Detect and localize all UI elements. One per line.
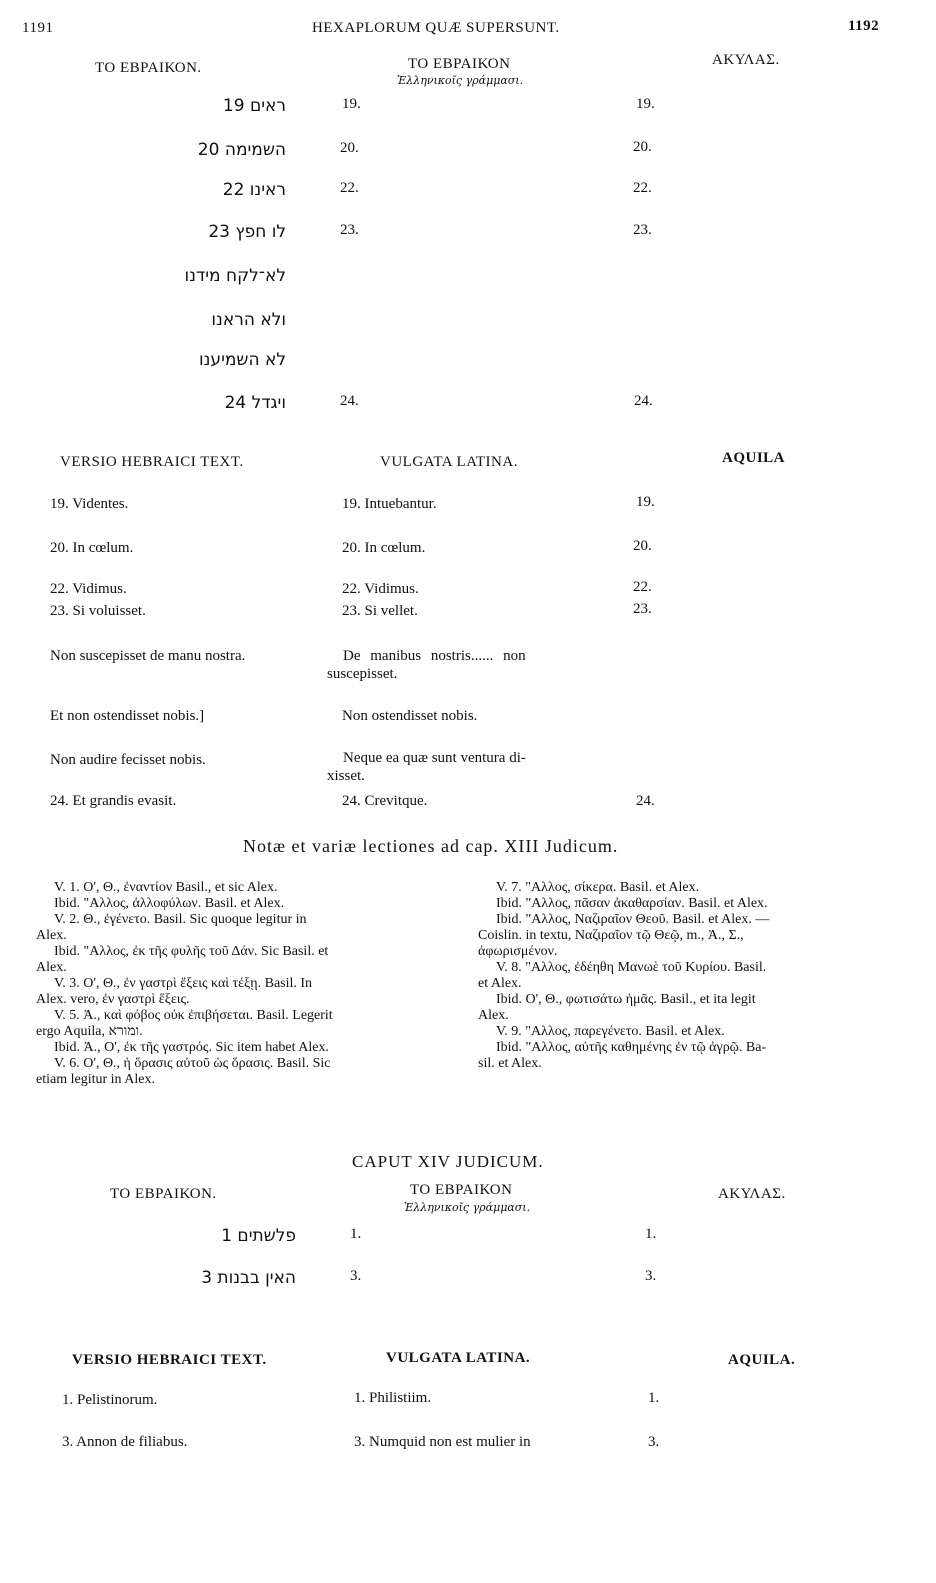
versio-line: Et non ostendisset nobis.] (50, 708, 205, 724)
vulgata-line: xisset. (327, 768, 365, 784)
hebrew-line: פלשתים 1 (221, 1226, 296, 1246)
page-number-right: 1192 (848, 18, 880, 34)
hebrew-line: האין בבנות 3 (201, 1268, 296, 1288)
verse-number: 23. (340, 222, 359, 238)
hebrew-line: ראינו 22 (222, 180, 286, 200)
note-line: etiam legitur in Alex. (36, 1072, 155, 1087)
versio-line: Non audire fecisset nobis. (50, 752, 206, 768)
note-line: Ibid. Ἀ., Ο', ἐκ τῆς γαστρός. Sic item habet Alex. (54, 1040, 329, 1055)
col-head-versio: VERSIO HEBRAICI TEXT. (60, 454, 244, 470)
note-line: Ibid. "Αλλος, πᾶσαν ἀκαθαρσίαν. Basil. et Alex. (496, 896, 768, 911)
versio-line: 23. Si voluisset. (50, 603, 146, 619)
vulgata-line: 23. Si vellet. (342, 603, 418, 619)
versio-line: 24. Et grandis evasit. (50, 793, 177, 809)
note-line: et Alex. (478, 976, 522, 991)
note-line: V. 8. "Αλλος, ἐδέηθη Μανωὲ τοῦ Κυρίου. Basil. (496, 960, 767, 975)
col-head-hebrew: ΤΟ ΕΒΡΑΙΚΟΝ. (95, 60, 202, 76)
verse-number: 19. (636, 494, 655, 510)
note-line: Ibid. "Αλλος, ἐκ τῆς φυλῆς τοῦ Δάν. Sic Basil. et (54, 944, 329, 959)
versio-line: 1. Pelistinorum. (62, 1392, 158, 1408)
verse-number: 20. (340, 140, 359, 156)
col-head-aquila-latin: AQUILA (722, 450, 786, 466)
note-line: V. 2. Θ., ἐγένετο. Basil. Sic quoque legitur in (54, 912, 307, 927)
col-head-hebrew: ΤΟ ΕΒΡΑΙΚΟΝ. (110, 1186, 217, 1202)
chapter-title: CAPUT XIV JUDICUM. (352, 1152, 544, 1171)
running-title: HEXAPLORUM QUÆ SUPERSUNT. (312, 20, 560, 36)
versio-line: 22. Vidimus. (50, 581, 127, 597)
note-line: Alex. (36, 960, 67, 975)
hebrew-line: השמימה 20 (197, 140, 286, 160)
vulgata-line: 3. Numquid non est mulier in (354, 1434, 531, 1450)
note-line: Ibid. "Αλλος, ἀλλοφύλων. Basil. et Alex. (54, 896, 285, 911)
note-line: V. 9. "Αλλος, παρεγένετο. Basil. et Alex. (496, 1024, 725, 1039)
vulgata-line: 24. Crevitque. (342, 793, 428, 809)
note-line: Alex. (478, 1008, 509, 1023)
verse-number: 22. (633, 579, 652, 595)
note-line: V. 7. "Αλλος, σίκερα. Basil. et Alex. (496, 880, 700, 895)
note-line: ergo Aquila, ומורא. (36, 1024, 143, 1039)
note-line: ἀφωρισμένον. (478, 944, 558, 959)
note-line: V. 5. Ἀ., καὶ φόβος οὐκ ἐπιβήσεται. Basil. Legerit (54, 1008, 333, 1023)
versio-line: 19. Videntes. (50, 496, 129, 512)
hebrew-line: לא השמיענו (198, 350, 286, 370)
vulgata-line: 20. In cœlum. (342, 540, 426, 556)
note-line: Ibid. Ο', Θ., φωτισάτω ἡμᾶς. Basil., et ita legit (496, 992, 756, 1007)
verse-number: 24. (340, 393, 359, 409)
verse-number: 3. (648, 1434, 660, 1450)
note-line: V. 3. Ο', Θ., ἐν γαστρὶ ἕξεις καὶ τέξῃ. Basil. In (54, 976, 313, 991)
verse-number: 3. (350, 1268, 362, 1284)
vulgata-line: 1. Philistiim. (354, 1390, 432, 1406)
versio-line: Non suscepisset de manu nostra. (50, 648, 246, 664)
hebrew-line: לו חפץ 23 (208, 222, 286, 242)
verse-number: 22. (340, 180, 359, 196)
col-head-aquila: ΑΚΥΛΑΣ. (718, 1186, 786, 1202)
vulgata-line: Non ostendisset nobis. (342, 708, 478, 724)
note-line: V. 6. Ο', Θ., ἡ ὅρασις αὐτοῦ ὡς ὅρασις. Basil. Sic (54, 1056, 331, 1071)
col-head-greek-letters-sub: Ἑλληνικοῖς γράμμασι. (404, 1201, 531, 1214)
note-line: Ibid. "Αλλος, Ναζιραῖον Θεοῦ. Basil. et Alex. — (496, 912, 770, 927)
verse-number: 1. (648, 1390, 660, 1406)
verse-number: 22. (633, 180, 652, 196)
verse-number: 20. (633, 139, 652, 155)
hebrew-line: ראים 19 (222, 96, 286, 116)
verse-number: 19. (342, 96, 361, 112)
notes-title: Notæ et variæ lectiones ad cap. XIII Judicum. (243, 836, 619, 856)
hebrew-line: ויגדל 24 (224, 393, 286, 413)
verse-number: 24. (634, 393, 653, 409)
col-head-aquila-latin: AQUILA. (728, 1352, 796, 1368)
verse-number: 24. (636, 793, 655, 809)
verse-number: 23. (633, 601, 652, 617)
verse-number: 19. (636, 96, 655, 112)
note-line: V. 1. Ο', Θ., ἐναντίον Basil., et sic Alex. (54, 880, 278, 895)
verse-number: 1. (645, 1226, 657, 1242)
notes-left-column (36, 880, 461, 1088)
page-number-left: 1191 (22, 20, 54, 36)
note-line: Alex. (36, 928, 67, 943)
vulgata-line: De manibus nostris...... non (343, 648, 526, 664)
vulgata-line: Neque ea quæ sunt ventura di- (343, 750, 526, 766)
versio-line: 20. In cœlum. (50, 540, 134, 556)
col-head-vulgata: VULGATA LATINA. (380, 454, 518, 470)
verse-number: 1. (350, 1226, 362, 1242)
col-head-versio: VERSIO HEBRAICI TEXT. (72, 1352, 267, 1368)
col-head-greek-letters-sub: Ἑλληνικοῖς γράμμασι. (397, 74, 524, 87)
versio-line: 3. Annon de filiabus. (62, 1434, 188, 1450)
verse-number: 20. (633, 538, 652, 554)
col-head-greek-letters: ΤΟ ΕΒΡΑΙΚΟΝ (408, 56, 511, 72)
hebrew-line: ולא הראנו (211, 310, 286, 330)
vulgata-line: suscepisset. (327, 666, 398, 682)
vulgata-line: 22. Vidimus. (342, 581, 419, 597)
notes-right-column (478, 880, 903, 1072)
col-head-greek-letters: ΤΟ ΕΒΡΑΙΚΟΝ (410, 1182, 513, 1198)
col-head-aquila: ΑΚΥΛΑΣ. (712, 52, 780, 68)
note-line: sil. et Alex. (478, 1056, 542, 1071)
verse-number: 3. (645, 1268, 657, 1284)
note-line: Ibid. "Αλλος, αὐτῆς καθημένης ἐν τῷ ἀγρῷ. Ba- (496, 1040, 767, 1055)
verse-number: 23. (633, 222, 652, 238)
col-head-vulgata: VULGATA LATINA. (386, 1350, 531, 1366)
note-line: Alex. vero, ἐν γαστρὶ ἕξεις. (36, 992, 190, 1007)
vulgata-line: 19. Intuebantur. (342, 496, 437, 512)
hebrew-line: לא־לקח מידנו (184, 266, 286, 286)
note-line: Coislin. in textu, Ναζιραῖον τῷ Θεῷ, m., Ἀ., Σ., (478, 928, 744, 943)
